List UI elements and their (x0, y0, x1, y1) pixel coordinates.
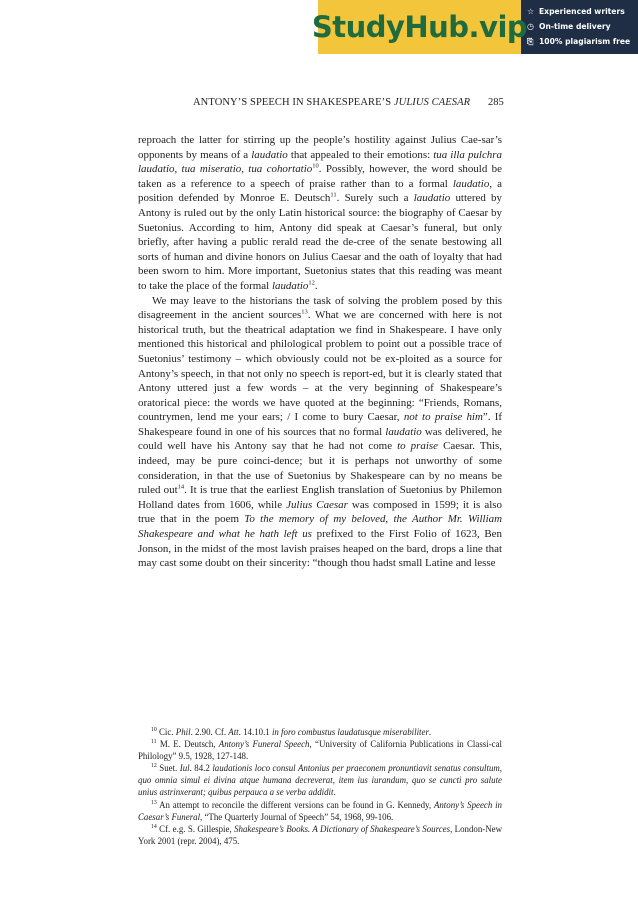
footnote-ref: 13 (301, 308, 308, 316)
italic-text: in foro combustus laudatusque miserabiliter (271, 727, 429, 737)
italic-text: Att (228, 727, 239, 737)
text-run: , “University of California Publications in Classi-cal Philology” 9.5, 1928, 127-148. (138, 739, 502, 762)
italic-text: laudatio (271, 279, 309, 292)
text-run: M. E. Deutsch, (156, 739, 219, 750)
text-run: . Possibly, however, the word should be taken as a reference to a speech of praise rather than to a formal (138, 163, 502, 190)
paragraph-2 (138, 294, 502, 571)
footnote-10 (138, 726, 502, 738)
italic-text: Phil (175, 727, 191, 737)
banner-features (527, 4, 635, 49)
italic-text: tua illa pulchra laudatio, tua miseratio, tua cohortatio (138, 148, 502, 176)
paragraph-1 (138, 133, 502, 294)
body-text (138, 133, 502, 571)
text-run: Cf. e.g. S. Gillespie, (156, 823, 235, 834)
text-run: An attempt to reconcile the different versions can be found in G. Kennedy, (156, 799, 434, 810)
italic-text: laudationis loco consul Antonius per praeconem pronuntiavit senatus consultum, quo omnia simul ei divina atque humana decreverat, item ius iurandum, quo se cuncti pro salute unius astrinxerant; quibus perpauca a se verba addidit (138, 763, 503, 798)
italic-text: laudatio (385, 425, 422, 438)
italic-text: not to praise him (403, 411, 483, 424)
text-run: was composed in 1599; it is also true that in the poem (138, 498, 502, 526)
text-run: . 2.90. Cf. (190, 727, 229, 737)
running-title-italic: JULIUS CAESAR (393, 97, 471, 108)
footnote-13 (138, 799, 502, 823)
italic-text: laudatio (413, 192, 451, 205)
page-number: 285 (488, 97, 504, 108)
text-run: , a position defended by Monroe E. Deutsch (138, 177, 502, 205)
text-run: uttered by Antony is ruled out by the only Latin historical source: the biography of Caesar by Suetonius. According to him, Antony did speak at Caesar’s funeral, but only briefly, after having a public rerald read the de-cree of the senate bestowing all sorts of human and divine honors on Julius Caesar and the oath of loyalty that had been sworn to him. More important, Suetonius states that this reading was meant to take the place of the formal (138, 192, 502, 292)
footnote-ref: 14 (151, 823, 157, 830)
text-run: that appealed to their emotions: (287, 148, 434, 161)
italic-text: laudatio (452, 177, 490, 190)
running-title (193, 97, 470, 108)
feature-plagiarism-free (527, 34, 635, 49)
footnote-ref: 10 (312, 162, 319, 170)
text-run: . 84.2 (189, 763, 213, 774)
italic-text: Antony’s Funeral Speech (218, 739, 310, 750)
footnote-ref: 12 (308, 279, 315, 287)
studyhub-banner[interactable] (311, 0, 638, 54)
text-run: reproach the latter for stirring up the people’s hostility against Julius Cae-sar’s opponents by means of a (138, 134, 502, 161)
text-run: ”. If Shakespeare found in one of his sources that no formal (138, 411, 503, 438)
copy-icon: ⎘ (527, 36, 534, 46)
footnotes (138, 726, 502, 847)
italic-text: to praise (397, 440, 439, 453)
footnote-ref: 11 (151, 739, 157, 746)
text-run: . 14.10.1 (238, 727, 272, 737)
text-run: , London-New York 2001 (repr. 2004), 475. (138, 823, 503, 846)
text-run: Suet. (156, 763, 180, 774)
clock-icon: ◷ (527, 22, 534, 31)
text-run: was delivered, he could well have his Antony say that he had not come (138, 425, 502, 453)
text-run: . What we are concerned with here is not historical truth, but the theatrical adaptation we find in Shakespeare. I have only mentioned this historical and philological problem to point out a possible trace of Suetonius’ testimony – which obviously could not be ex-ploited as a source for Antony’s speech, in that not only no speech is report-ed, but it is clearly stated that Antony uttered just a few words – at the very beginning of Shakespeare’s oratorical piece: the words we have quoted at the beginning: “Friends, Romans, countrymen, lend me your ears; / I come to bury Caesar, (138, 309, 502, 424)
feature-label: 100% plagiarism free (539, 37, 631, 46)
text-run: . It is true that the earliest English translation of Suetonius by Philemon Holland dates from 1606, while (138, 484, 502, 511)
page-header (0, 97, 638, 111)
italic-text: Antony’s Speech in Caesar’s Funeral (138, 799, 502, 822)
text-run: . (314, 279, 318, 292)
feature-on-time-delivery (527, 19, 635, 34)
text-run: . (428, 727, 432, 737)
italic-text: To the memory of my beloved, the Author Mr. William Shakespeare and what he hath left us (138, 513, 502, 541)
text-run: . (333, 787, 336, 798)
text-run: We may leave to the historians the task of solving the problem posed by this disagreement in the ancient sources (138, 294, 502, 322)
footnote-ref: 13 (151, 799, 157, 806)
studyhub-logo[interactable] (311, 0, 528, 54)
italic-text: Shakespeare’s Books. A Dictionary of Shakespeare’s Sources (234, 823, 451, 834)
feature-label: Experienced writers (539, 7, 625, 16)
footnote-ref: 14 (177, 483, 185, 491)
footnote-14 (138, 823, 502, 847)
text-run: Caesar. This, indeed, may be pure coinci-dence; but it is perhaps not unworthy of some consideration, in that the use of Suetonius by Shakespeare can by no means be ruled out (138, 440, 502, 497)
italic-text: Iul (179, 763, 190, 774)
italic-text: Julius Caesar (286, 498, 348, 511)
text-run: , “The Quarterly Journal of Speech” 54, 1968, 99-106. (200, 811, 394, 822)
italic-text: laudatio (251, 148, 288, 161)
footnote-ref: 10 (151, 727, 157, 734)
star-icon: ☆ (527, 7, 535, 16)
feature-experienced-writers (527, 4, 635, 19)
text-run: . Surely such a (336, 192, 414, 205)
footnote-11 (138, 738, 502, 762)
running-title-prefix: ANTONY’S SPEECH IN SHAKESPEARE’S (193, 97, 394, 108)
footnote-ref: 11 (330, 191, 337, 199)
text-run: Cic. (156, 727, 176, 737)
footnote-12 (138, 762, 502, 798)
footnote-ref: 12 (151, 763, 157, 770)
feature-label: On-time delivery (539, 22, 611, 31)
text-run: prefixed to the First Folio of 1623, Ben Jonson, in the midst of the most lavish praises heaped on the bard, drops a line that may cast some doubt on their sincerity: “though thou hadst small Latine and lesse (138, 528, 502, 570)
studyhub-logo-text: StudyHub.vip (311, 10, 528, 44)
